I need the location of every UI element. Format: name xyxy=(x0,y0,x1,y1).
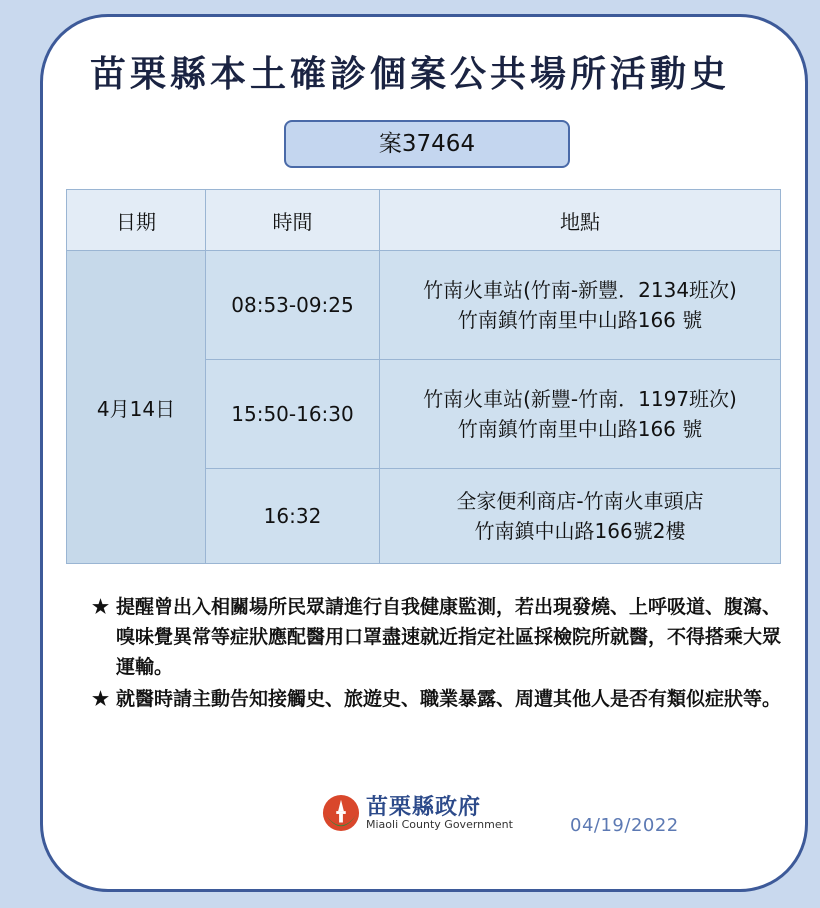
time-cell: 08:53-09:25 xyxy=(206,251,380,360)
note-text: 提醒曾出入相關場所民眾請進行自我健康監測，若出現發燒、上呼吸道、腹瀉、嗅味覺異常等症狀應配醫用口罩盡速就近指定社區採檢院所就醫，不得搭乘大眾運輸。 xyxy=(116,596,782,678)
case-id-badge: 案37464 xyxy=(284,120,570,168)
place-address: 竹南鎮竹南里中山路166 號 xyxy=(457,308,703,332)
table-header-row xyxy=(67,190,781,251)
place-address: 竹南鎮中山路166號2樓 xyxy=(474,519,686,543)
place-cell xyxy=(380,469,781,564)
publish-date: 04/19/2022 xyxy=(570,815,679,836)
place-cell xyxy=(380,251,781,360)
note-text: 就醫時請主動告知接觸史、旅遊史、職業暴露、周遭其他人是否有類似症狀等。 xyxy=(116,688,782,710)
org-name: 苗栗縣政府 xyxy=(366,794,482,820)
page-title: 苗栗縣本土確診個案公共場所活動史 xyxy=(89,53,730,95)
activity-table xyxy=(66,189,781,564)
org-name-en: Miaoli County Government xyxy=(366,818,513,831)
place-address: 竹南鎮竹南里中山路166 號 xyxy=(457,417,703,441)
place-name: 竹南火車站(新豐-竹南．1197班次) xyxy=(423,387,737,411)
county-emblem-icon xyxy=(322,794,360,832)
date-cell: 4月14日 xyxy=(67,251,206,564)
note-item xyxy=(92,684,792,714)
star-icon: ★ xyxy=(92,688,110,710)
column-header-place: 地點 xyxy=(380,190,781,251)
star-icon: ★ xyxy=(92,596,110,618)
column-header-time: 時間 xyxy=(206,190,380,251)
time-cell: 15:50-16:30 xyxy=(206,360,380,469)
time-cell: 16:32 xyxy=(206,469,380,564)
column-header-date: 日期 xyxy=(67,190,206,251)
note-item xyxy=(92,592,792,682)
place-name: 全家便利商店-竹南火車頭店 xyxy=(456,489,704,513)
notes-section xyxy=(92,592,792,716)
place-name: 竹南火車站(竹南-新豐．2134班次) xyxy=(423,278,737,302)
table-row xyxy=(67,251,781,360)
place-cell xyxy=(380,360,781,469)
